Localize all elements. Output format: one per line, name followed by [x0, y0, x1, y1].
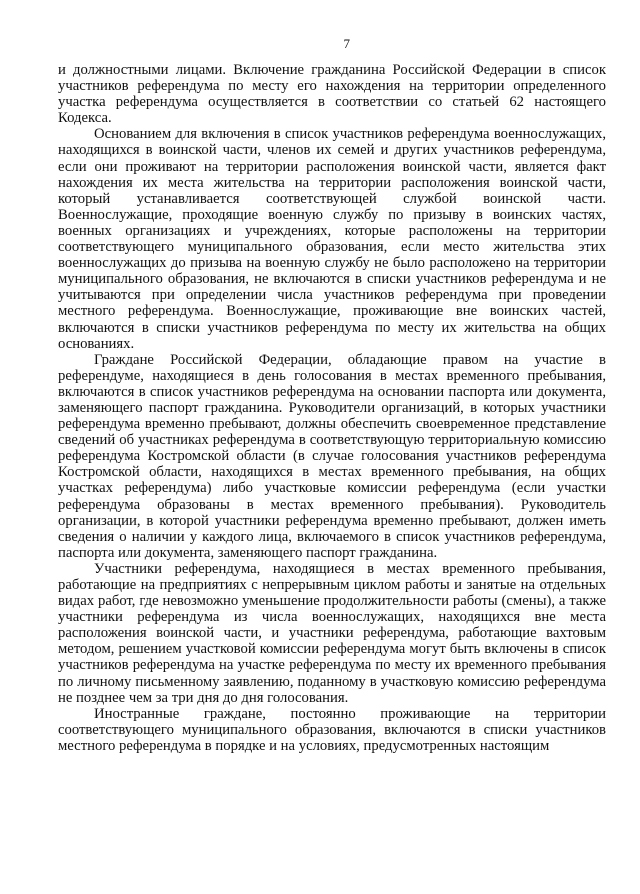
- paragraph: Граждане Российской Федерации, обладающие правом на участие в референдуме, находящиеся в день голосования в местах временного пребывания, включаются в список участников референдума на основании паспорта или документа, заменяющего паспорт гражданина. Руководители организаций, в которых участники референдума временно пребывают, должны обеспечить своевременное представление сведений об участниках референдума в соответствующую территориальную комиссию референдума Костромской области (в случае голосования участников референдума Костромской области, находящихся в местах временного пребывания, на общих участках референдума) либо участковые комиссии референдума (если участки референдума образованы в местах временного пребывания). Руководитель организации, в которой участники референдума временно пребывают, должен иметь сведения о наличии у каждого лица, включаемого в список участников референдума, паспорта или документа, заменяющего паспорт гражданина.: [58, 351, 606, 561]
- page-number: 7: [343, 36, 351, 51]
- paragraph: и должностными лицами. Включение гражданина Российской Федерации в список участников референдума по месту его нахождения на территории определенного участка референдума осуществляется в соответствии со статьей 62 настоящего Кодекса.: [58, 62, 606, 127]
- paragraph: Иностранные граждане, постоянно проживающие на территории соответствующего муниципального образования, включаются в списки участников местного референдума в порядке и на условиях, предусмотренных настоящим: [58, 705, 606, 754]
- body-text: [58, 62, 606, 754]
- paragraph: Участники референдума, находящиеся в местах временного пребывания, работающие на предприятиях с непрерывным циклом работы и занятые на отдельных видах работ, где невозможно уменьшение продолжительности работы (смены), а также участники референдума из числа военнослужащих, находящихся вне места расположения воинской части, и участники референдума, работающие вахтовым методом, решением участковой комиссии референдума могут быть включены в список участников референдума на участке референдума по месту их временного пребывания по личному письменному заявлению, поданному в участковую комиссию референдума не позднее чем за три дня до дня голосования.: [58, 560, 606, 706]
- paragraph: Основанием для включения в список участников референдума военнослужащих, находящихся в воинской части, членов их семей и других участников референдума, если они проживают на территории расположения воинской части, является факт нахождения их места жительства на территории расположения воинской части, который устанавливается соответствующей службой воинской части. Военнослужащие, проходящие военную службу по призыву в воинских частях, военных организациях и учреждениях, которые расположены на территории соответствующего муниципального образования, если место жительства этих военнослужащих до призыва на военную службу не было расположено на территории муниципального образования, не включаются в списки участников референдума и не учитываются при определении числа участников референдума при проведении местного референдума. Военнослужащие, проживающие вне воинских частей, включаются в списки участников референдума по месту их жительства на общих основаниях.: [58, 126, 606, 352]
